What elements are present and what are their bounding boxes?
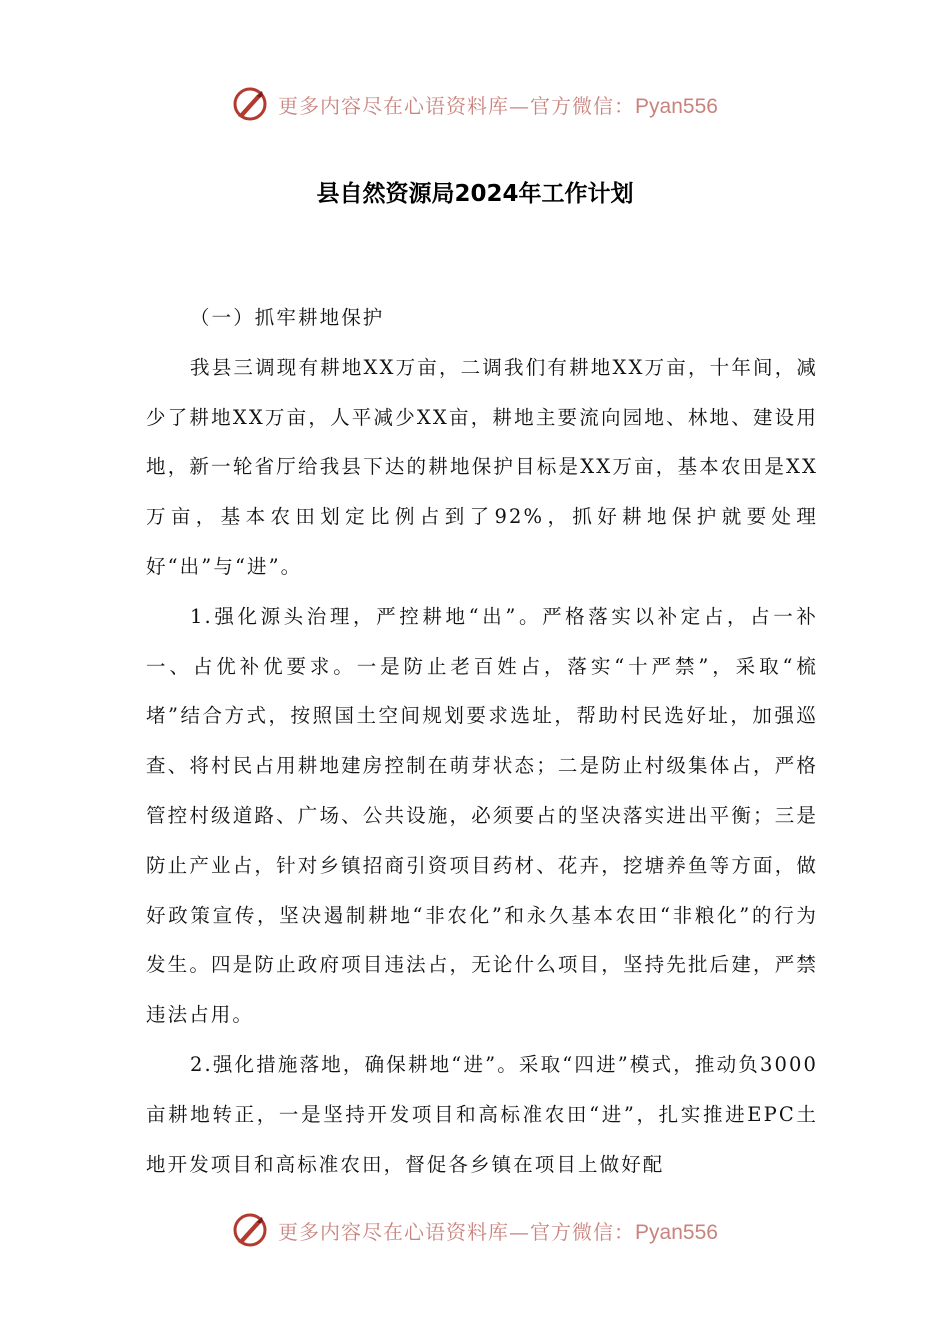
watermark-banner-top bbox=[0, 82, 950, 126]
watermark-banner-bottom bbox=[0, 1208, 950, 1252]
watermark-label: 更多内容尽在心语资料库—官方微信： bbox=[278, 1219, 636, 1244]
watermark-label: 更多内容尽在心语资料库—官方微信： bbox=[278, 93, 636, 118]
pen-logo-icon bbox=[232, 1212, 268, 1248]
wechat-id: Pyan556 bbox=[635, 94, 718, 118]
paragraph-3: 2.强化措施落地，确保耕地“进”。采取“四进”模式，推动负3000亩耕地转正，一是坚持开发项目和高标准农田“进”，扎实推进EPC土地开发项目和高标准农田，督促各乡镇在项目上做好配 bbox=[146, 1052, 818, 1176]
pen-logo-icon bbox=[232, 86, 268, 122]
paragraph-2: 1.强化源头治理，严控耕地“出”。严格落实以补定占，占一补一、占优补优要求。一是防止老百姓占，落实“十严禁”，采取“梳堵”结合方式，按照国土空间规划要求选址，帮助村民选好址，加强巡查、将村民占用耕地建房控制在萌芽状态；二是防止村级集体占，严格管控村级道路、广场、公共设施，必须要占的坚决落实进出平衡；三是防止产业占，针对乡镇招商引资项目药材、花卉，挖塘养鱼等方面，做好政策宣传，坚决遏制耕地“非农化”和永久基本农田“非粮化”的行为发生。四是防止政府项目违法占，无论什么项目，坚持先批后建，严禁违法占用。 bbox=[146, 604, 818, 1027]
watermark-text bbox=[278, 90, 718, 119]
document-body bbox=[146, 293, 818, 1189]
document-title: 县自然资源局2024年工作计划 bbox=[316, 181, 634, 207]
paragraph-1: 我县三调现有耕地XX万亩，二调我们有耕地XX万亩，十年间，减少了耕地XX万亩，人平减少XX亩，耕地主要流向园地、林地、建设用地，新一轮省厅给我县下达的耕地保护目标是XX万亩，基本农田是XX万亩，基本农田划定比例占到了92%，抓好耕地保护就要处理好“出”与“进”。 bbox=[146, 355, 818, 578]
watermark-text bbox=[278, 1216, 718, 1245]
section-heading: （一）抓牢耕地保护 bbox=[190, 306, 385, 329]
wechat-id: Pyan556 bbox=[635, 1220, 718, 1244]
